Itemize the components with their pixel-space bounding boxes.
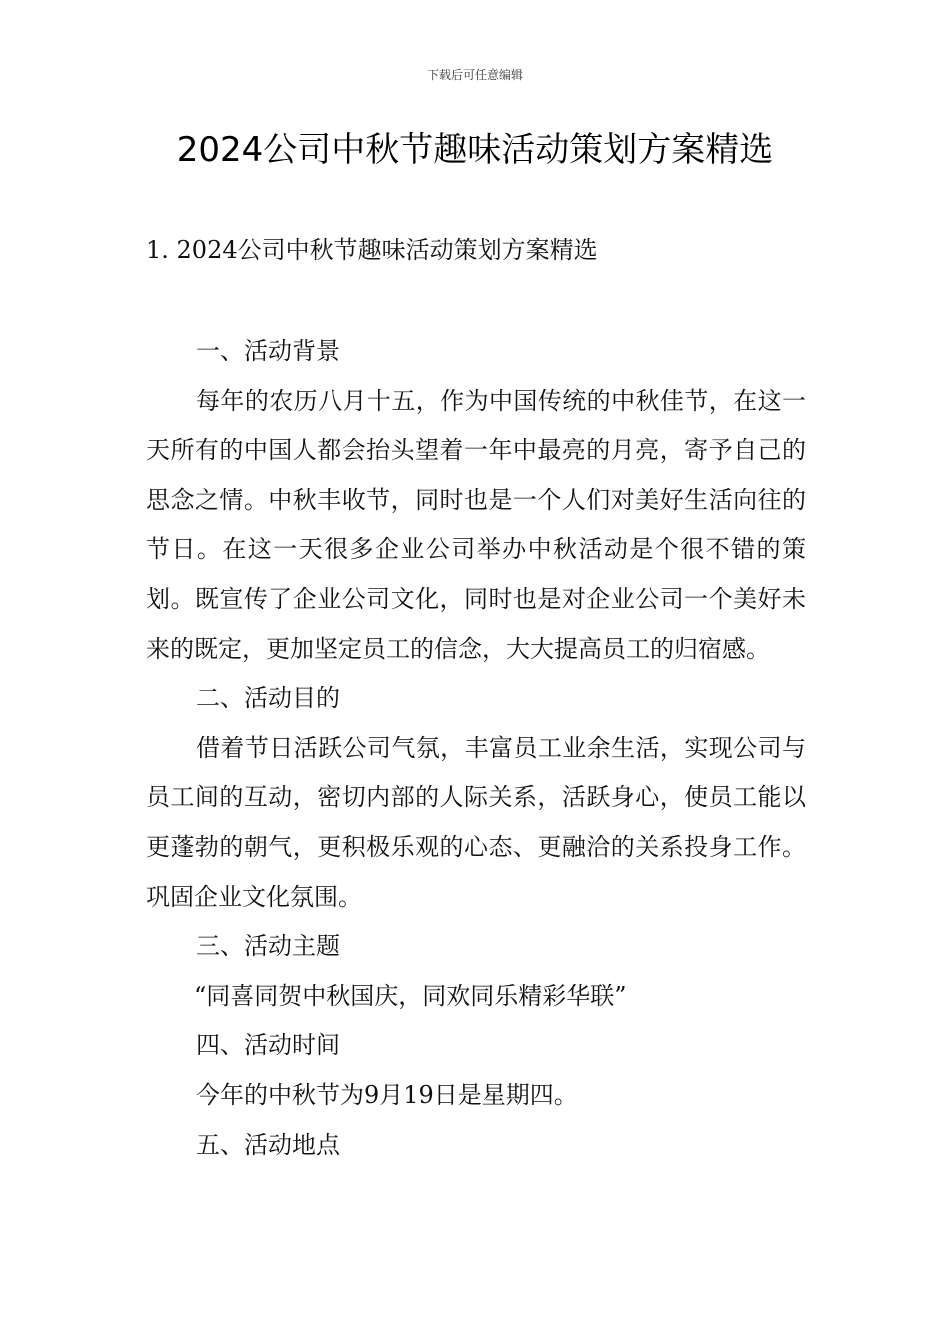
paragraph-purpose: 借着节日活跃公司气氛，丰富员工业余生活，实现公司与员工间的互动，密切内部的人际关系，活跃身心，使员工能以更蓬勃的朝气，更积极乐观的心态、更融洽的关系投身工作。巩固企业文化氛围。 bbox=[146, 733, 806, 911]
document-body bbox=[146, 327, 806, 1170]
document-title: 2024公司中秋节趣味活动策划方案精选 bbox=[176, 130, 774, 170]
section-subtitle: 1. 2024公司中秋节趣味活动策划方案精选 bbox=[146, 236, 598, 264]
heading-background: 一、活动背景 bbox=[196, 337, 340, 365]
heading-theme: 三、活动主题 bbox=[196, 932, 340, 961]
paragraph-theme: “同喜同贺中秋国庆，同欢同乐精彩华联” bbox=[194, 981, 627, 1010]
header-note: 下载后可任意编辑 bbox=[426, 68, 523, 82]
paragraph-background: 每年的农历八月十五，作为中国传统的中秋佳节，在这一天所有的中国人都会抬头望着一年中最亮的月亮，寄予自己的思念之情。中秋丰收节，同时也是一个人们对美好生活向往的节日。在这一天很多企业公司举办中秋活动是个很不错的策划。既宣传了企业公司文化，同时也是对企业公司一个美好未来的既定，更加坚定员工的信念，大大提高员工的归宿感。 bbox=[146, 386, 806, 663]
paragraph-time: 今年的中秋节为9月19日是星期四。 bbox=[196, 1080, 578, 1109]
heading-time: 四、活动时间 bbox=[196, 1031, 340, 1060]
heading-location: 五、活动地点 bbox=[196, 1130, 340, 1159]
heading-purpose: 二、活动目的 bbox=[196, 684, 340, 713]
